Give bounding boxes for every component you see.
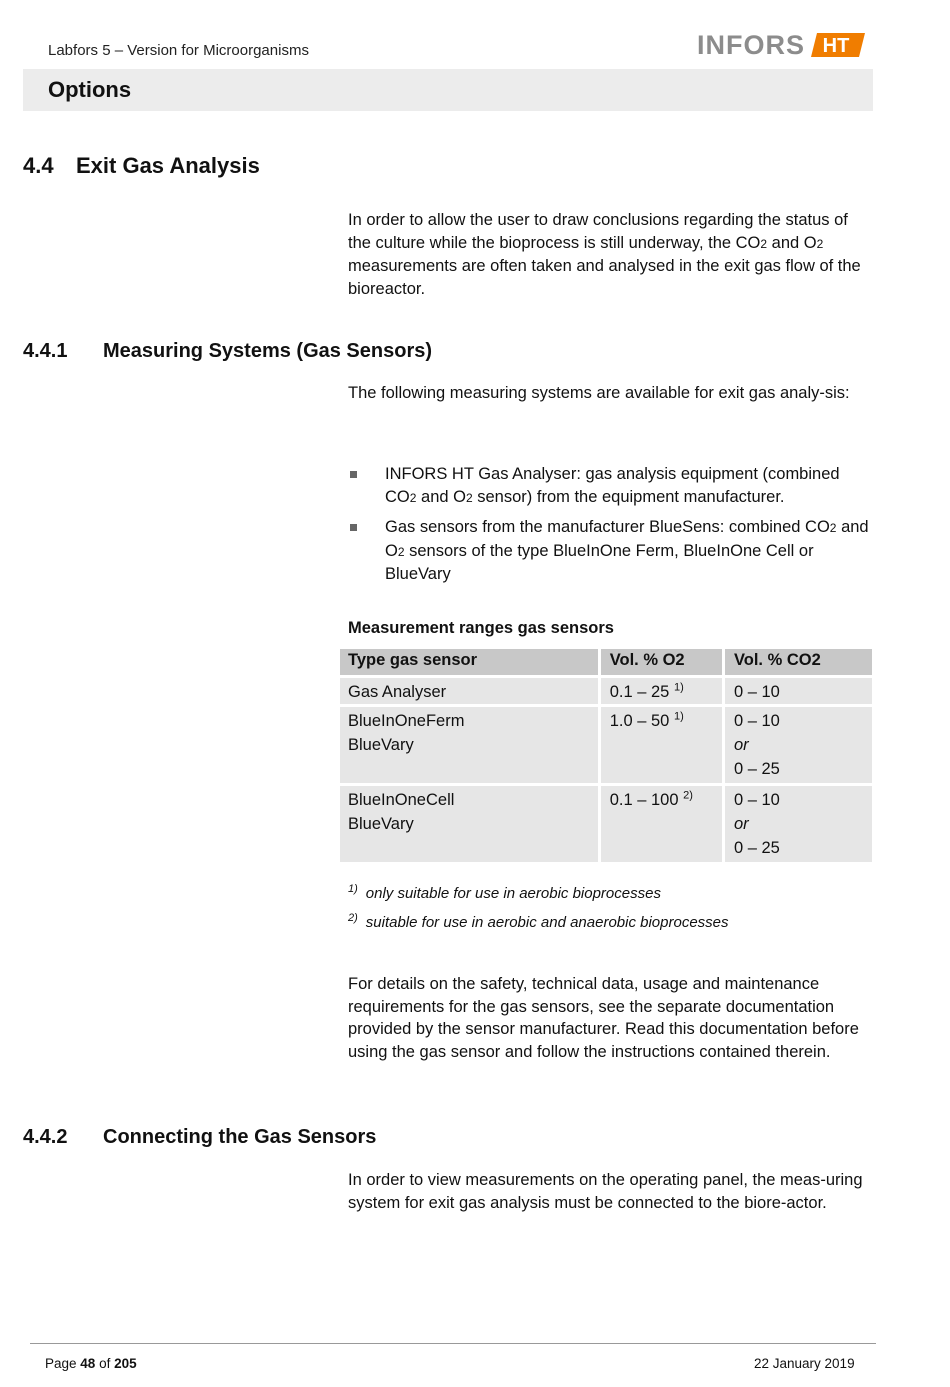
measuring-systems-intro: The following measuring systems are available for exit gas analy-sis:: [348, 384, 850, 402]
bullet-square-icon: [350, 471, 357, 478]
table-row: [340, 707, 872, 783]
sensor-documentation-paragraph: For details on the safety, technical data, usage and maintenance requirements for the gas sensors, see the separate documentation provided by the sensor manufacturer. Read this documentation before using the gas sensor and follow the instructions contained therein.: [348, 975, 859, 1061]
exit-gas-intro-paragraph: In order to allow the user to draw conclusions regarding the status of the culture while the bioprocess is still underway, the CO2 and O2 measurements are often taken and analysed in the exit gas flow of the bioreactor.: [348, 211, 861, 298]
sensor-type-cell: Gas Analyser: [340, 678, 598, 704]
co2-range-cell: 0 – 10 or 0 – 25: [725, 786, 872, 862]
o2-range-cell: 1.0 – 50 $^{1)}$: [601, 707, 722, 783]
list-item: INFORS HT Gas Analyser: gas analysis equipment (combined CO2 and O2 sensor) from the equipment manufacturer.: [348, 463, 874, 509]
table-header-row: [340, 649, 872, 675]
footnote-2: $^{2)}$ suitable for use in aerobic and anaerobic bioprocesses: [348, 912, 729, 931]
column-header: Vol. % CO2: [725, 649, 872, 675]
section-header-bar: [23, 69, 873, 111]
footer-divider: [30, 1343, 876, 1344]
column-header: Vol. % O2: [601, 649, 722, 675]
footnote-1: $^{1)}$ only suitable for use in aerobic bioprocesses: [348, 883, 661, 902]
column-header: Type gas sensor: [340, 649, 598, 675]
connecting-sensors-paragraph: In order to view measurements on the operating panel, the meas-uring system for exit gas analysis must be connected to the biore-actor.: [348, 1171, 863, 1212]
co2-range-cell: 0 – 10 or 0 – 25: [725, 707, 872, 783]
heading-text: Exit Gas Analysis: [76, 153, 260, 178]
o2-range-cell: 0.1 – 25 $^{1)}$: [601, 678, 722, 704]
co2-range-cell: 0 – 10: [725, 678, 872, 704]
document-date: 22 January 2019: [754, 1356, 855, 1371]
heading-number: 4.4.1: [23, 340, 68, 362]
heading-text: Measuring Systems (Gas Sensors): [103, 340, 433, 362]
table-row: [340, 678, 872, 704]
heading-text: Connecting the Gas Sensors: [103, 1126, 377, 1148]
logo-badge-text: HT: [822, 35, 850, 57]
measurement-ranges-table: [337, 646, 875, 865]
document-title: Labfors 5 – Version for Microorganisms: [48, 42, 309, 59]
table-row: [340, 786, 872, 862]
sensor-type-cell: BlueInOneCell BlueVary: [340, 786, 598, 862]
page-number: Page 48 of 205: [45, 1356, 137, 1371]
ht-badge-icon: [811, 33, 865, 57]
bullet-square-icon: [350, 524, 357, 531]
heading-number: 4.4.2: [23, 1126, 68, 1148]
measuring-systems-list: [348, 463, 874, 593]
table-caption: Measurement ranges gas sensors: [348, 619, 614, 637]
logo-text: INFORS: [697, 29, 806, 60]
infors-ht-logo: [697, 30, 865, 60]
sensor-type-cell: BlueInOneFerm BlueVary: [340, 707, 598, 783]
heading-number: 4.4: [23, 153, 54, 178]
section-title: Options: [48, 77, 132, 102]
o2-range-cell: 0.1 – 100 $^{2)}$: [601, 786, 722, 862]
list-item: Gas sensors from the manufacturer BlueSens: combined CO2 and O2 sensors of the type BlueInOne Ferm, BlueInOne Cell or BlueVary: [348, 516, 874, 586]
